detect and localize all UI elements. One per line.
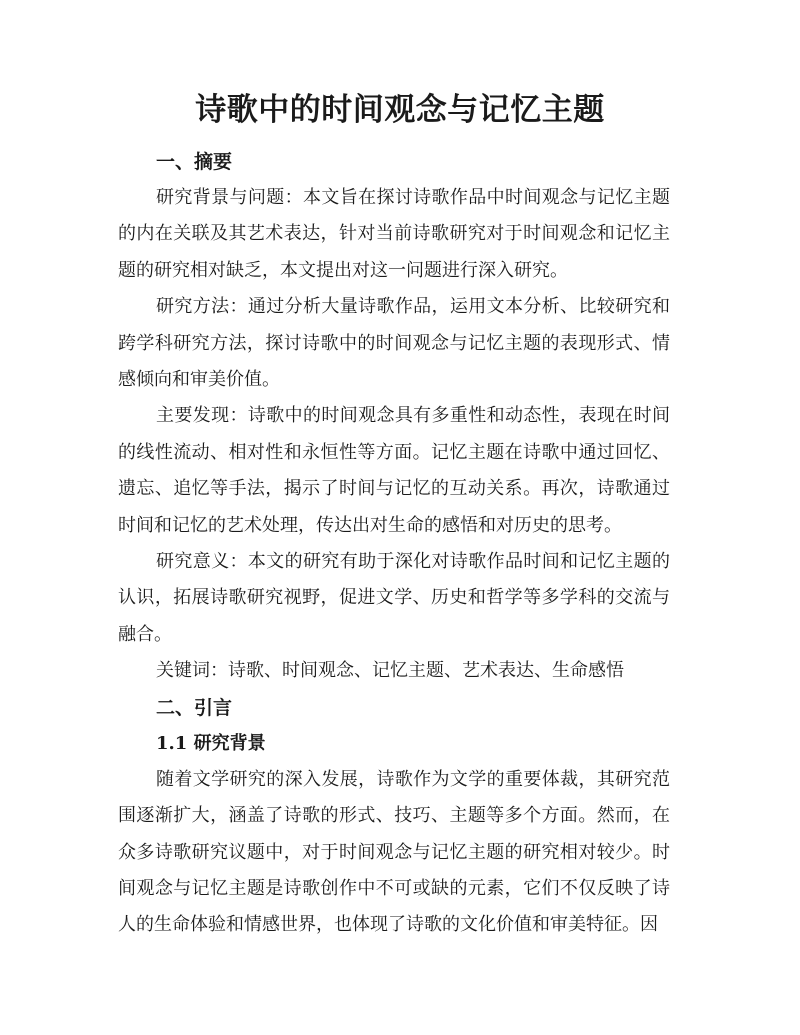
abstract-findings-paragraph: 主要发现：诗歌中的时间观念具有多重性和动态性，表现在时间的线性流动、相对性和永恒性等方面。记忆主题在诗歌中通过回忆、遗忘、追忆等手法，揭示了时间与记忆的互动关系。再次，诗歌通过时间和记忆的艺术处理，传达出对生命的感悟和对历史的思考。	[118, 405, 670, 536]
abstract-background-paragraph: 研究背景与问题：本文旨在探讨诗歌作品中时间观念与记忆主题的内在关联及其艺术表达，针对当前诗歌研究对于时间观念和记忆主题的研究相对缺乏，本文提出对这一问题进行深入研究。	[118, 187, 670, 281]
subsection-heading-research-background: 1.1 研究背景	[156, 732, 266, 754]
keywords-line: 关键词：诗歌、时间观念、记忆主题、艺术表达、生命感悟	[156, 660, 624, 682]
page-title: 诗歌中的时间观念与记忆主题	[195, 92, 605, 128]
abstract-method-paragraph: 研究方法：通过分析大量诗歌作品，运用文本分析、比较研究和跨学科研究方法，探讨诗歌中的时间观念与记忆主题的表现形式、情感倾向和审美价值。	[118, 296, 670, 391]
introduction-heading: 二、引言	[156, 696, 233, 719]
introduction-paragraph: 随着文学研究的深入发展，诗歌作为文学的重要体裁，其研究范围逐渐扩大，涵盖了诗歌的形式、技巧、主题等多个方面。然而，在众多诗歌研究议题中，对于时间观念与记忆主题的研究相对较少。时间观念与记忆主题是诗歌创作中不可或缺的元素，它们不仅反映了诗人的生命体验和情感世界，也体现了诗歌的文化价值和审美特征。因	[118, 768, 670, 936]
document-body	[118, 144, 670, 944]
abstract-heading: 一、摘要	[156, 151, 233, 173]
abstract-significance-paragraph: 研究意义：本文的研究有助于深化对诗歌作品时间和记忆主题的认识，拓展诗歌研究视野，促进文学、历史和哲学等多学科的交流与融合。	[118, 551, 670, 645]
